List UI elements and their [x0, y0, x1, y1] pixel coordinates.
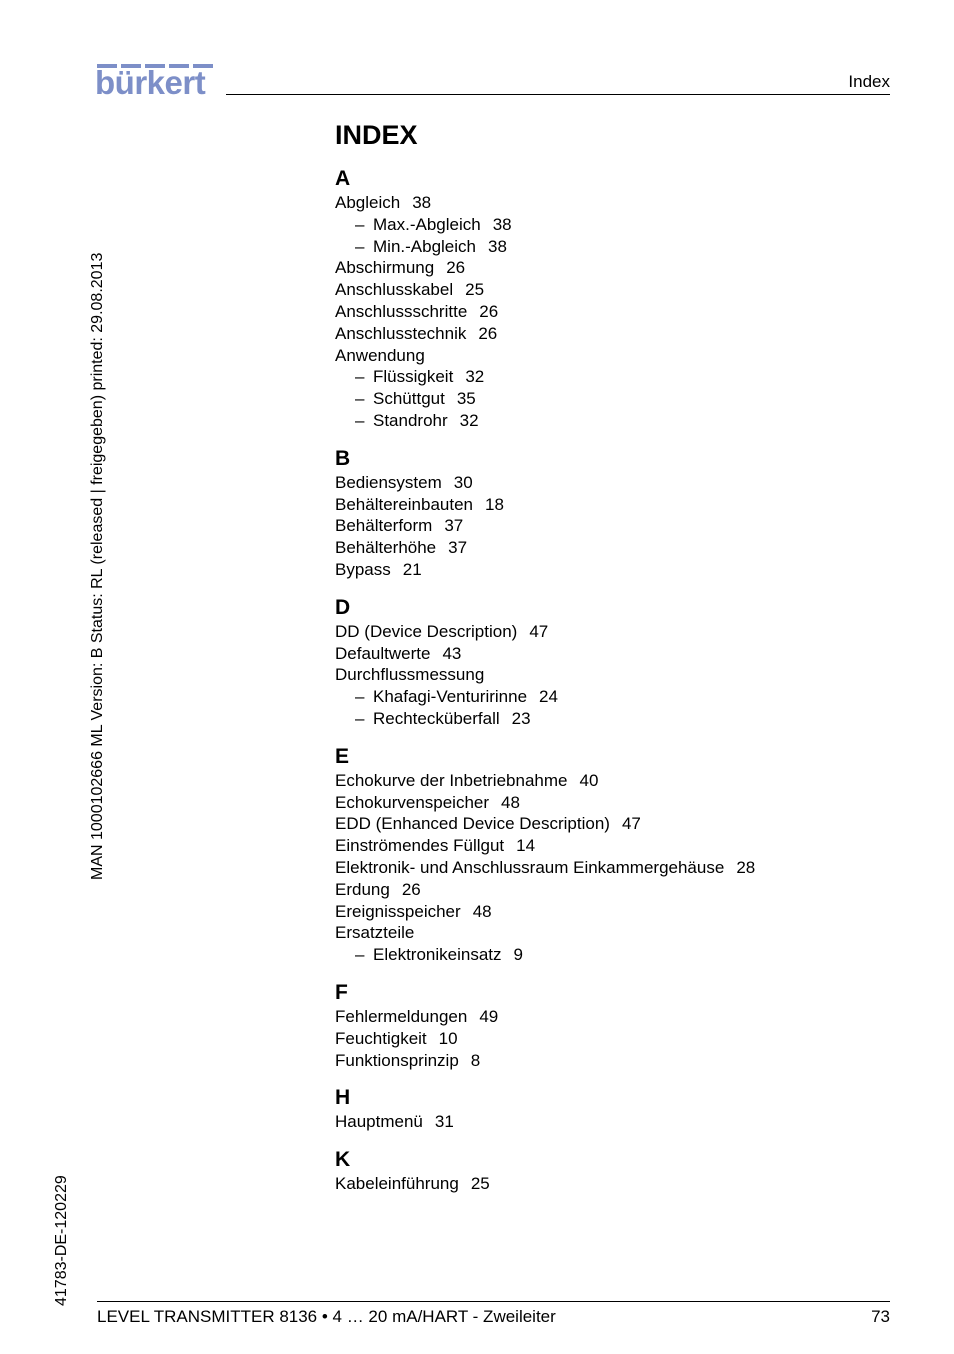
entry-page-number: 32 — [465, 367, 485, 387]
index-entry — [335, 1050, 895, 1072]
entry-term: Anwendung — [335, 345, 425, 365]
section-letter: E — [335, 744, 350, 768]
entry-term: Abgleich — [335, 193, 401, 212]
entry-page-number: 48 — [472, 901, 492, 921]
running-header-title: Index — [848, 72, 890, 91]
entry-page-number: 10 — [438, 1028, 458, 1048]
index-subentry — [335, 410, 895, 432]
entry-term: Behälterhöhe — [335, 538, 437, 558]
index-entry — [335, 1111, 895, 1133]
index-entry — [335, 922, 895, 944]
entry-page-number: 24 — [539, 687, 558, 707]
index-section-f — [335, 980, 895, 1071]
index-entry — [335, 257, 895, 279]
index-entry — [335, 494, 895, 516]
index-entry — [335, 301, 895, 323]
index-entry — [335, 1006, 895, 1028]
index-entry — [335, 323, 895, 345]
entry-page-number: 43 — [442, 643, 462, 663]
entry-page-number: 28 — [736, 857, 756, 877]
index-subentry — [335, 388, 895, 410]
entry-term: Min.-Abgleich — [373, 236, 476, 256]
entry-term: Rechtecküberfall — [373, 708, 500, 728]
entry-page-number: 37 — [448, 538, 468, 558]
dash-bullet-icon: – — [355, 708, 365, 728]
entry-page-number: 35 — [456, 389, 476, 409]
index-entry — [335, 279, 895, 301]
index-entry — [335, 643, 895, 665]
entry-page-number: 31 — [434, 1112, 454, 1132]
index-entry — [335, 770, 895, 792]
index-section-h — [335, 1085, 895, 1133]
index-entry — [335, 792, 895, 814]
page-title: INDEX — [335, 120, 418, 150]
entry-page-number: 26 — [446, 258, 466, 278]
index-entry — [335, 537, 895, 559]
entry-page-number: 23 — [511, 708, 531, 728]
entry-term: Kabeleinführung — [335, 1174, 459, 1194]
entry-term: Fehlermeldungen — [335, 1006, 468, 1026]
entry-term: Erdung — [335, 879, 390, 899]
document-info-vertical: MAN 1000102666 ML Version: B Status: RL (released | freigegeben) printed: 29.08.2013 — [89, 252, 106, 880]
entry-term: Ersatzteile — [335, 923, 415, 943]
entry-term: Max.-Abgleich — [373, 214, 481, 234]
page-number: 73 — [871, 1307, 890, 1326]
entry-page-number: 49 — [479, 1006, 499, 1026]
dash-bullet-icon: – — [355, 236, 365, 256]
section-letter: D — [335, 595, 351, 619]
entry-page-number: 48 — [501, 792, 520, 812]
entry-term: Einströmendes Füllgut — [335, 836, 505, 856]
entry-page-number: 14 — [516, 836, 536, 856]
entry-page-number: 38 — [492, 214, 512, 234]
entry-term: Bediensystem — [335, 472, 442, 492]
brand-logo — [95, 64, 215, 100]
entry-term: Anschlusstechnik — [335, 323, 467, 343]
index-entry — [335, 1173, 895, 1195]
index-subentry — [335, 686, 895, 708]
index-section-k — [335, 1147, 895, 1195]
entry-term: Echokurve der Inbetriebnahme — [335, 770, 568, 790]
dash-bullet-icon: – — [355, 214, 365, 234]
index-entry — [335, 559, 895, 581]
document-number-vertical: 41783-DE-120229 — [53, 1175, 70, 1306]
index-section-d — [335, 595, 895, 730]
entry-page-number: 47 — [529, 621, 549, 641]
entry-page-number: 38 — [488, 236, 507, 256]
dash-bullet-icon: – — [355, 367, 365, 387]
index-entry — [335, 835, 895, 857]
entry-page-number: 26 — [401, 879, 421, 899]
entry-term: Defaultwerte — [335, 643, 431, 663]
entry-term: Durchflussmessung — [335, 665, 485, 685]
section-letter: A — [335, 167, 351, 190]
section-letter: H — [335, 1086, 351, 1110]
index-subentry — [335, 236, 895, 258]
index-subentry — [335, 944, 895, 966]
entry-term: Behälterform — [335, 516, 433, 536]
entry-term: Anschlusskabel — [335, 280, 454, 300]
index-entry — [335, 192, 895, 214]
entry-term: Funktionsprinzip — [335, 1050, 459, 1070]
entry-page-number: 8 — [470, 1050, 481, 1070]
entry-page-number: 30 — [453, 472, 473, 492]
index-entry — [335, 664, 895, 686]
entry-page-number: 9 — [513, 945, 523, 965]
entry-term: Elektronik- und Anschlussraum Einkammergehäuse — [335, 857, 725, 877]
logo-wordmark: bürkert — [95, 64, 206, 101]
entry-term: Schüttgut — [373, 389, 445, 409]
dash-bullet-icon: – — [355, 945, 365, 965]
entry-page-number: 26 — [479, 301, 499, 321]
header-divider — [226, 94, 890, 95]
index-section-b — [335, 446, 895, 581]
entry-term: Standrohr — [373, 410, 448, 430]
entry-page-number: 25 — [470, 1174, 490, 1194]
entry-term: DD (Device Description) — [335, 621, 518, 641]
index-subentry — [335, 708, 895, 730]
index-entry — [335, 879, 895, 901]
entry-term: Hauptmenü — [335, 1112, 423, 1132]
index-entry — [335, 515, 895, 537]
entry-page-number: 32 — [459, 410, 479, 430]
index-subentry — [335, 214, 895, 236]
index-list — [335, 166, 895, 1209]
index-entry — [335, 1028, 895, 1050]
entry-page-number: 47 — [621, 814, 641, 834]
entry-term: Ereignisspeicher — [335, 901, 461, 921]
section-letter: K — [335, 1148, 351, 1172]
entry-term: Khafagi-Venturirinne — [373, 687, 528, 707]
entry-page-number: 26 — [478, 323, 498, 343]
entry-page-number: 37 — [444, 516, 464, 536]
section-letter: F — [335, 980, 348, 1004]
footer-product-line: LEVEL TRANSMITTER 8136 • 4 … 20 mA/HART - Zweileiter — [97, 1307, 556, 1326]
index-section-a — [335, 166, 895, 432]
index-section-e — [335, 744, 895, 966]
dash-bullet-icon: – — [355, 389, 365, 409]
index-entry — [335, 621, 895, 643]
footer-divider — [97, 1301, 890, 1302]
entry-term: Feuchtigkeit — [335, 1028, 427, 1048]
entry-term: Elektronikeinsatz — [373, 945, 502, 965]
dash-bullet-icon: – — [355, 687, 365, 707]
dash-bullet-icon: – — [355, 410, 365, 430]
index-entry — [335, 345, 895, 367]
index-entry — [335, 857, 895, 879]
entry-term: Echokurvenspeicher — [335, 792, 490, 812]
section-letter: B — [335, 446, 351, 470]
entry-term: Bypass — [335, 559, 391, 579]
index-entry — [335, 472, 895, 494]
index-entry — [335, 813, 895, 835]
entry-term: Flüssigkeit — [373, 367, 454, 387]
index-entry — [335, 901, 895, 923]
entry-page-number: 25 — [465, 280, 485, 300]
entry-term: Behältereinbauten — [335, 494, 474, 514]
entry-term: Abschirmung — [335, 258, 435, 278]
index-subentry — [335, 366, 895, 388]
entry-term: EDD (Enhanced Device Description) — [335, 814, 610, 834]
entry-page-number: 18 — [485, 494, 504, 514]
entry-page-number: 40 — [579, 770, 599, 790]
entry-page-number: 21 — [402, 559, 422, 579]
entry-page-number: 38 — [412, 193, 432, 212]
entry-term: Anschlussschritte — [335, 301, 468, 321]
